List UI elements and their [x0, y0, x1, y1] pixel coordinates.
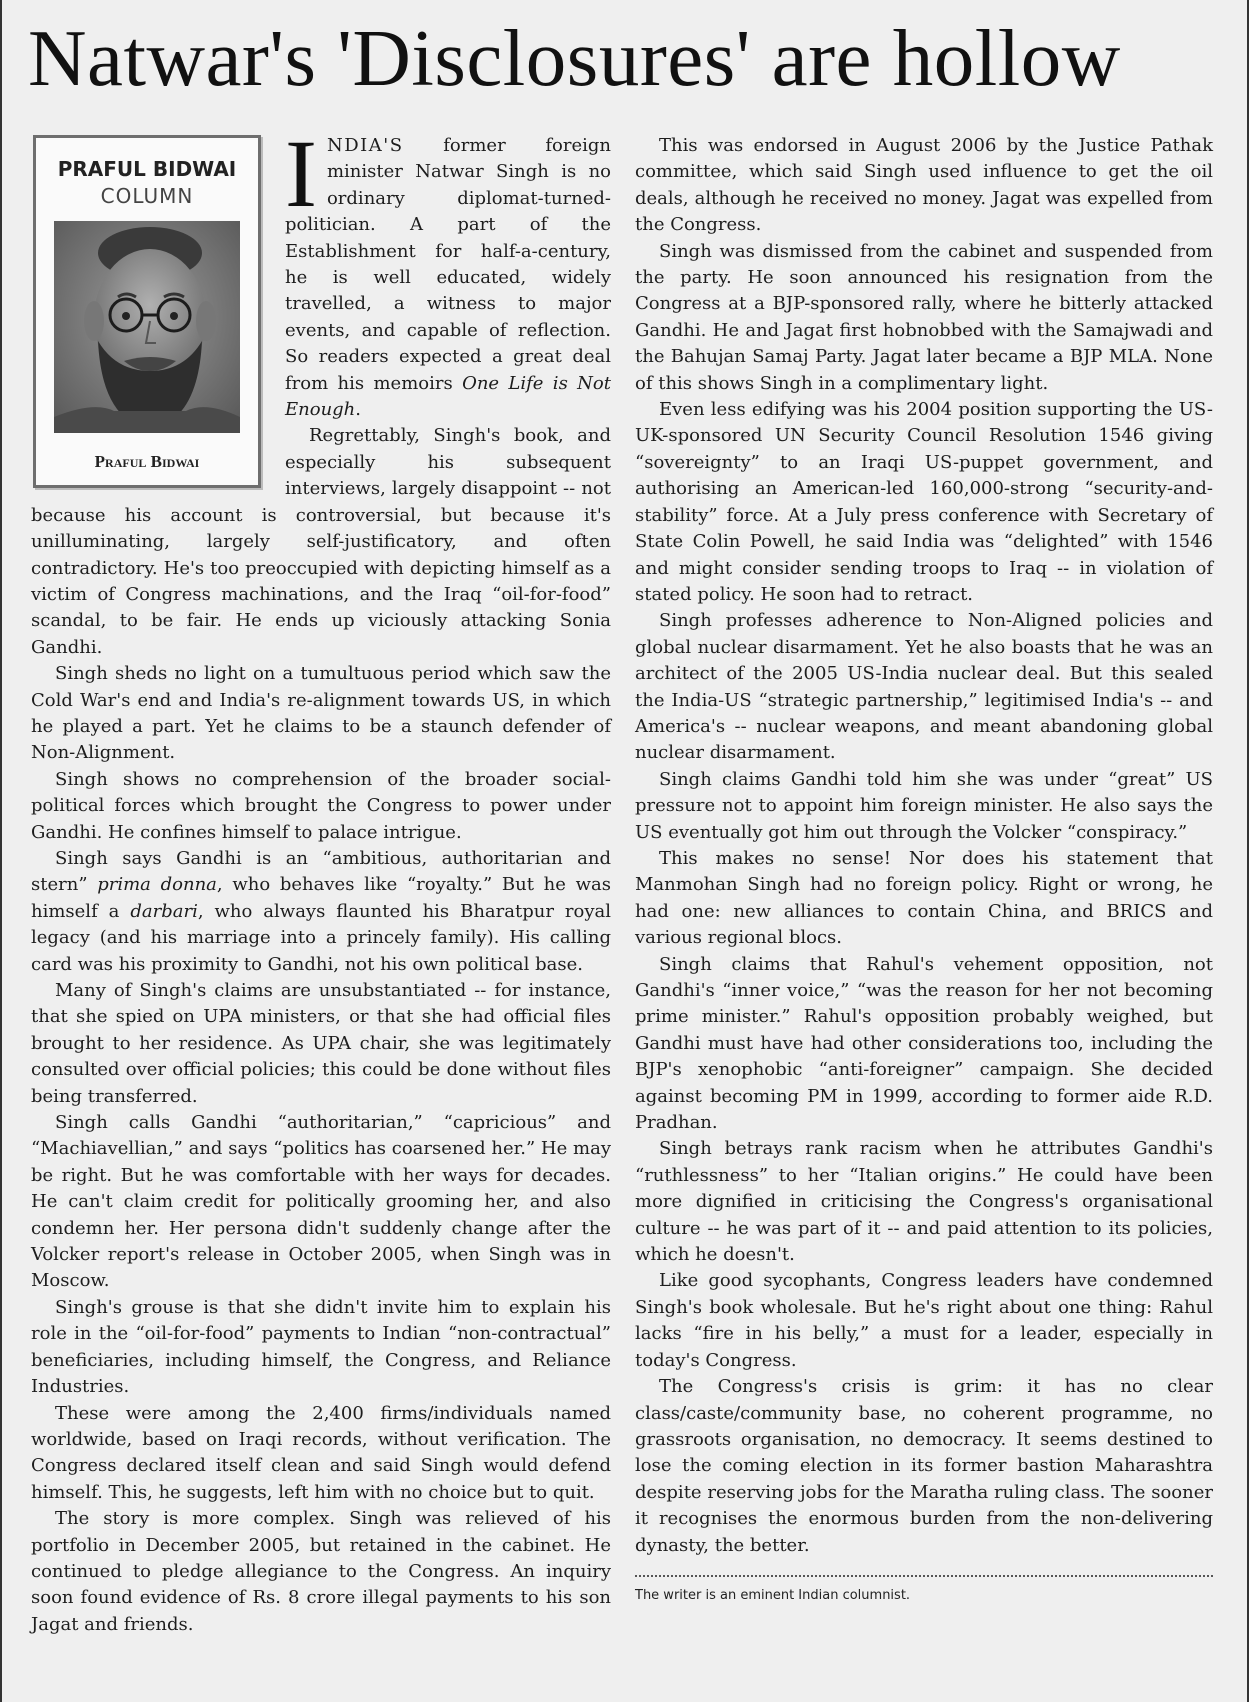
column-right — [635, 133, 1213, 1609]
body-paragraph: This was endorsed in August 2006 by the Justice Pathak committee, which said Singh used influence to get the oil deals, although he received no money. Jagat was expelled from the Congress. — [635, 135, 1213, 236]
lead-paragraph: INDIA'S former foreign minister Natwar Singh is no ordinary diplomat-turned-politician. A part of the Establishment for half-a-century, he is well educated, widely travelled, a witness to major events, and capable of reflection. So readers expected a great deal from his memoirs One Life is Not Enough. — [285, 120, 611, 421]
headline: Natwar's 'Disclosures' are hollow — [28, 13, 1121, 103]
body-paragraph: Singh betrays rank racism when he attributes Gandhi's “ruthlessness” to her “Italian origins.” He could have been more dignified in criticising the Congress's organisational culture -- he was part of it -- and paid attention to its policies, which he doesn't. — [635, 1138, 1213, 1266]
body-paragraph: Singh says Gandhi is an “ambitious, authoritarian and stern” prima donna, who behaves like “royalty.” But he was himself a darbari, who always flaunted his Bharatpur royal legacy (and his marriage into a princely family). His calling card was his proximity to Gandhi, not his own political base. — [31, 847, 611, 975]
body-paragraph: This makes no sense! Nor does his statement that Manmohan Singh had no foreign policy. Right or wrong, he had one: new alliances to contain China, and BRICS and various regional blocs. — [635, 847, 1213, 949]
body-paragraph: Singh sheds no light on a tumultuous period which saw the Cold War's end and India's re-alignment towards US, in which he played a part. Yet he claims to be a staunch defender of Non-Alignment. — [31, 663, 611, 764]
body-paragraph: The Congress's crisis is grim: it has no clear class/caste/community base, no coherent programme, no grassroots organisation, no democracy. It seems destined to lose the coming election in its former bastion Maharashtra despite reserving jobs for the Maratha ruling class. The sooner it recognises the enormous burden from the non-delivering dynasty, the better. — [635, 1376, 1213, 1556]
body-paragraph: Singh shows no comprehension of the broader social-political forces which brought the Congress to power under Gandhi. He confines himself to palace intrigue. — [31, 768, 611, 843]
dotted-rule — [635, 1575, 1213, 1577]
book-title: One Life is Not Enough — [285, 372, 611, 421]
column-label: COLUMN — [100, 184, 194, 208]
body-paragraph: Even less edifying was his 2004 position supporting the US-UK-sponsored UN Security Council Resolution 1546 giving “sovereignty” to an Iraqi US-puppet government, and authorising an American-led 160,000-strong “security-and-stability” force. At a July press conference with Secretary of State Colin Powell, he said India was “delighted” with 1546 and might consider sending troops to Iraq -- in violation of stated policy. He soon had to retract. — [635, 399, 1213, 605]
author-credit: The writer is an eminent Indian columnist. — [635, 1587, 911, 1603]
body-paragraph: The story is more complex. Singh was relieved of his portfolio in December 2005, but retained in the cabinet. He continued to pledge allegiance to the Congress. An inquiry soon found evidence of Rs. 8 crore illegal payments to his son Jagat and friends. — [31, 1508, 611, 1635]
photo-caption: Praful Bidwai — [94, 451, 200, 471]
body-paragraph: Singh calls Gandhi “authoritarian,” “capricious” and “Machiavellian,” and says “politics has coarsened her.” He may be right. But he was comfortable with her ways for decades. He can't claim credit for politically grooming her, and also condemn her. Her persona didn't suddenly change after the Volcker report's release in October 2005, when Singh was in Moscow. — [31, 1112, 611, 1292]
drop-cap: I — [285, 120, 317, 227]
body-paragraph: Singh claims that Rahul's vehement opposition, not Gandhi's “inner voice,” “was the reason for her not becoming prime minister.” Rahul's opposition probably weighed, but Gandhi must have had other considerations too, including the BJP's xenophobic “anti-foreigner” campaign. She decided against becoming PM in 1999, according to former aide R.D. Pradhan. — [635, 953, 1213, 1134]
body-paragraph: Regrettably, Singh's book, and especially his subsequent interviews, largely disappoint -- not because his account is controversial, but because it's unilluminating, largely self-justificatory, and often contradictory. He's too preoccupied with depicting himself as a victim of Congress machinations, and the Iraq “oil-for-food” scandal, to be fair. He ends up viciously attacking Sonia Gandhi. — [31, 425, 611, 658]
columnist-name: PRAFUL BIDWAI — [57, 157, 237, 181]
body-paragraph: Many of Singh's claims are unsubstantiated -- for instance, that she spied on UPA ministers, or that she had official files brought to her residence. As UPA chair, she was legitimately consulted over official policies; this could be done without files being transferred. — [31, 980, 611, 1107]
body-paragraph: Singh claims Gandhi told him she was under “great” US pressure not to appoint him foreign minister. He also says the US eventually got him out through the Volcker “conspiracy.” — [635, 768, 1213, 843]
body-paragraph: Like good sycophants, Congress leaders have condemned Singh's book wholesale. But he's right about one thing: Rahul lacks “fire in his belly,” a must for a leader, especially in today's Congress. — [635, 1270, 1213, 1371]
body-paragraph: These were among the 2,400 firms/individuals named worldwide, based on Iraqi records, without verification. The Congress declared itself clean and said Singh would defend himself. This, he suggests, left him with no choice but to quit. — [31, 1402, 611, 1503]
columnist-box — [33, 135, 261, 488]
body-paragraph: Singh professes adherence to Non-Aligned policies and global nuclear disarmament. Yet he also boasts that he was an architect of the 2005 US-India nuclear deal. But this sealed the India-US “strategic partnership,” legitimised India's -- and America's -- nuclear weapons, and meant abandoning global nuclear disarmament. — [635, 610, 1213, 764]
body-paragraph: Singh's grouse is that she didn't invite him to explain his role in the “oil-for-food” payments to Indian “non-contractual” beneficiaries, including himself, the Congress, and Reliance Industries. — [31, 1296, 611, 1398]
body-paragraph: Singh was dismissed from the cabinet and suspended from the party. He soon announced his resignation from the Congress at a BJP-sponsored rally, where he bitterly attacked Gandhi. He and Jagat first hobnobbed with the Samajwadi and the Bahujan Samaj Party. Jagat later became a BJP MLA. None of this shows Singh in a complimentary light. — [635, 240, 1213, 394]
columnist-portrait — [54, 221, 240, 433]
column-left — [31, 120, 611, 1638]
